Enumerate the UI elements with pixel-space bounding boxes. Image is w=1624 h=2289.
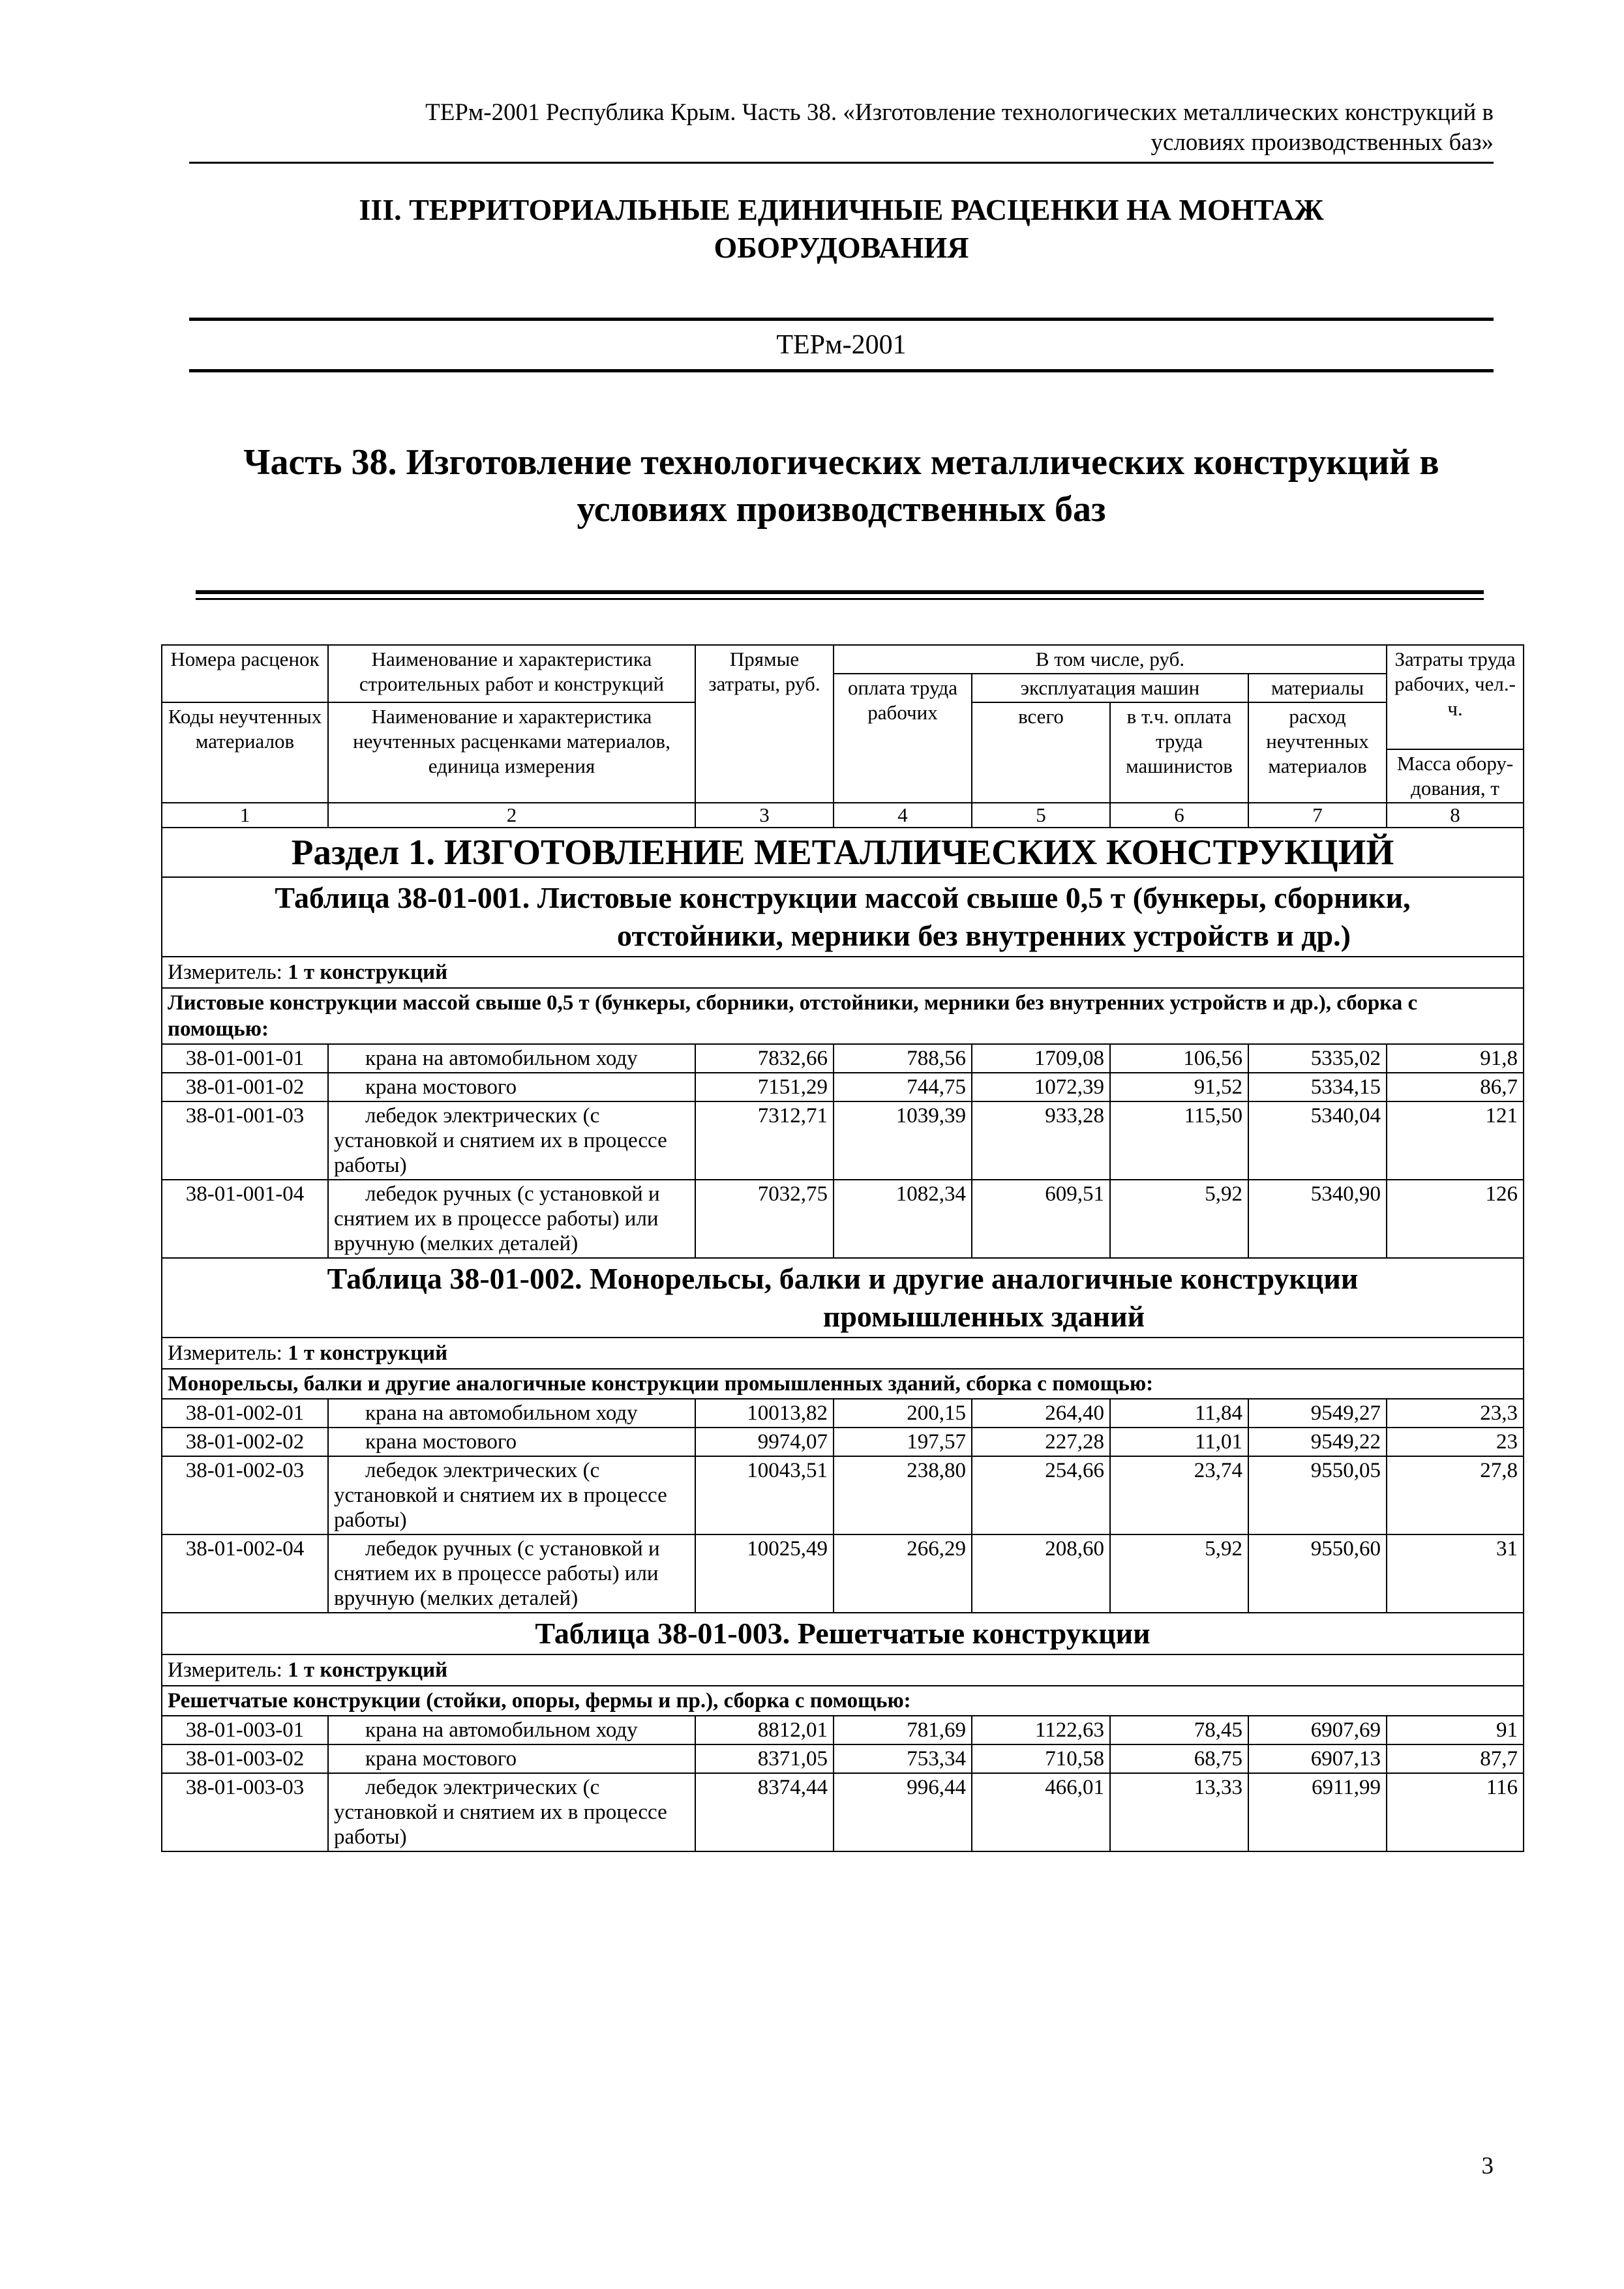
operator-pay: 5,92	[1110, 1534, 1248, 1613]
machines-total: 254,66	[972, 1456, 1110, 1534]
operator-pay: 78,45	[1110, 1716, 1248, 1744]
worker-pay: 1039,39	[834, 1101, 972, 1180]
section-title-line1: III. ТЕРРИТОРИАЛЬНЫЕ ЕДИНИЧНЫЕ РАСЦЕНКИ НА МОНТАЖ	[359, 193, 1324, 226]
measure-prefix: Измеритель:	[168, 1341, 288, 1365]
col-number: 1	[162, 803, 328, 828]
measure-unit	[162, 1654, 1524, 1686]
rate-code: 38-01-002-03	[162, 1456, 328, 1534]
work-name	[328, 1428, 695, 1456]
materials-cost: 9549,27	[1248, 1399, 1387, 1428]
rate-code: 38-01-001-01	[162, 1044, 328, 1073]
materials-cost: 5334,15	[1248, 1073, 1387, 1101]
col-number: 6	[1110, 803, 1248, 828]
rate-code: 38-01-003-03	[162, 1773, 328, 1851]
measure-unit	[162, 957, 1524, 988]
col-number: 3	[695, 803, 834, 828]
razdel-row	[162, 828, 1524, 877]
worker-pay: 996,44	[834, 1773, 972, 1851]
worker-pay: 238,80	[834, 1456, 972, 1534]
term-rule-bottom	[189, 369, 1494, 372]
worker-pay: 753,34	[834, 1744, 972, 1773]
header-mass: Масса обору-дования, т	[1387, 749, 1524, 803]
part-title-line2: условиях производственных баз	[577, 489, 1106, 530]
labor-cost: 86,7	[1387, 1073, 1524, 1101]
machines-total: 609,51	[972, 1180, 1110, 1258]
table-title-row	[162, 877, 1524, 957]
work-name	[328, 1180, 695, 1258]
running-header-line1: ТЕРм-2001 Республика Крым. Часть 38. «Изготовление технологических металлических конструкций в	[425, 99, 1494, 126]
col-number: 5	[972, 803, 1110, 828]
header-including: В том числе, руб.	[834, 645, 1387, 674]
worker-pay: 744,75	[834, 1073, 972, 1101]
section-title	[189, 191, 1494, 267]
direct-costs: 10025,49	[695, 1534, 834, 1613]
table-title-line1: Таблица 38-01-001. Листовые конструкции массой свыше 0,5 т (бункеры, сборники,	[275, 881, 1411, 914]
materials-cost: 9549,22	[1248, 1428, 1387, 1456]
worker-pay: 266,29	[834, 1534, 972, 1613]
header-worker-pay: оплата труда рабочих	[834, 674, 972, 803]
operator-pay: 13,33	[1110, 1773, 1248, 1851]
worker-pay: 788,56	[834, 1044, 972, 1073]
col-number: 4	[834, 803, 972, 828]
header-row-1	[162, 645, 1524, 674]
operator-pay: 11,84	[1110, 1399, 1248, 1428]
materials-cost: 6907,69	[1248, 1716, 1387, 1744]
labor-cost: 31	[1387, 1534, 1524, 1613]
rate-code: 38-01-002-02	[162, 1428, 328, 1456]
table-row	[162, 1399, 1524, 1428]
table-row	[162, 1044, 1524, 1073]
term-label: ТЕРм-2001	[776, 330, 907, 360]
worker-pay: 781,69	[834, 1716, 972, 1744]
part-title	[189, 439, 1494, 533]
table-title	[162, 1258, 1524, 1338]
table-title-line2: промышленных зданий	[822, 1300, 1145, 1333]
work-name	[328, 1399, 695, 1428]
work-name	[328, 1534, 695, 1613]
work-name	[328, 1716, 695, 1744]
header-col2-top: Наименование и характеристика строительных работ и конструкций	[328, 645, 695, 702]
direct-costs: 7832,66	[695, 1044, 834, 1073]
section-title-line2: ОБОРУДОВАНИЯ	[714, 231, 969, 264]
direct-costs: 9974,07	[695, 1428, 834, 1456]
direct-costs: 7151,29	[695, 1073, 834, 1101]
machines-total: 1122,63	[972, 1716, 1110, 1744]
header-labor: Затраты труда рабочих, чел.-ч.	[1387, 645, 1524, 749]
machines-total: 710,58	[972, 1744, 1110, 1773]
measure-prefix: Измеритель:	[168, 961, 288, 984]
machines-total: 227,28	[972, 1428, 1110, 1456]
materials-cost: 6907,13	[1248, 1744, 1387, 1773]
work-name-text: крана на автомобильном ходу	[365, 1401, 638, 1425]
table-row	[162, 1534, 1524, 1613]
materials-cost: 6911,99	[1248, 1773, 1387, 1851]
header-operator-pay: в т.ч. оплата труда машинистов	[1110, 702, 1248, 803]
table-title	[162, 877, 1524, 957]
work-name-text: лебедок электрических (с установкой и снятием их в процессе работы)	[334, 1776, 667, 1849]
work-name	[328, 1044, 695, 1073]
table-title-line1: Таблица 38-01-002. Монорельсы, балки и другие аналогичные конструкции	[327, 1262, 1359, 1295]
rate-code: 38-01-003-01	[162, 1716, 328, 1744]
labor-cost: 23,3	[1387, 1399, 1524, 1428]
operator-pay: 91,52	[1110, 1073, 1248, 1101]
labor-cost: 23	[1387, 1428, 1524, 1456]
header-machines-total: всего	[972, 702, 1110, 803]
table-row	[162, 1073, 1524, 1101]
group-description: Решетчатые конструкции (стойки, опоры, фермы и пр.), сборка с помощью:	[162, 1686, 1524, 1716]
group-description: Листовые конструкции массой свыше 0,5 т (бункеры, сборники, отстойники, мерники без внутренних устройств и др.), сборка с помощью:	[162, 988, 1524, 1044]
labor-cost: 87,7	[1387, 1744, 1524, 1773]
table-title-row	[162, 1258, 1524, 1338]
machines-total: 1072,39	[972, 1073, 1110, 1101]
term-rule-top	[189, 318, 1494, 321]
direct-costs: 8374,44	[695, 1773, 834, 1851]
rate-code: 38-01-002-04	[162, 1534, 328, 1613]
worker-pay: 197,57	[834, 1428, 972, 1456]
work-name-text: крана мостового	[365, 1075, 517, 1099]
work-name-text: крана мостового	[365, 1747, 517, 1771]
operator-pay: 5,92	[1110, 1180, 1248, 1258]
col-number: 2	[328, 803, 695, 828]
worker-pay: 200,15	[834, 1399, 972, 1428]
page-number: 3	[1481, 2153, 1494, 2179]
labor-cost: 121	[1387, 1101, 1524, 1180]
machines-total: 208,60	[972, 1534, 1110, 1613]
running-header	[189, 98, 1494, 158]
operator-pay: 23,74	[1110, 1456, 1248, 1534]
work-name	[328, 1101, 695, 1180]
table-row	[162, 1744, 1524, 1773]
direct-costs: 8371,05	[695, 1744, 834, 1773]
work-name-text: крана на автомобильном ходу	[365, 1047, 638, 1070]
direct-costs: 10013,82	[695, 1399, 834, 1428]
measure-value: 1 т конструкций	[288, 1658, 448, 1682]
group-row	[162, 988, 1524, 1044]
measure-value: 1 т конструкций	[288, 1341, 448, 1365]
operator-pay: 11,01	[1110, 1428, 1248, 1456]
table-title	[162, 1613, 1524, 1654]
table-row	[162, 1180, 1524, 1258]
double-rule	[196, 590, 1484, 600]
razdel-title: Раздел 1. ИЗГОТОВЛЕНИЕ МЕТАЛЛИЧЕСКИХ КОНСТРУКЦИЙ	[162, 828, 1524, 877]
direct-costs: 10043,51	[695, 1456, 834, 1534]
measure-row	[162, 957, 1524, 988]
header-materials: материалы	[1248, 674, 1387, 702]
work-name-text: крана на автомобильном ходу	[365, 1718, 638, 1742]
table-row	[162, 1101, 1524, 1180]
measure-value: 1 т конструкций	[288, 961, 448, 984]
worker-pay: 1082,34	[834, 1180, 972, 1258]
machines-total: 1709,08	[972, 1044, 1110, 1073]
measure-row	[162, 1654, 1524, 1686]
header-machines: эксплуатация машин	[972, 674, 1248, 702]
measure-row	[162, 1338, 1524, 1369]
labor-cost: 27,8	[1387, 1456, 1524, 1534]
table-row	[162, 1773, 1524, 1851]
col-number: 7	[1248, 803, 1387, 828]
operator-pay: 68,75	[1110, 1744, 1248, 1773]
header-direct-costs: Прямые затраты, руб.	[695, 645, 834, 803]
work-name-text: лебедок электрических (с установкой и снятием их в процессе работы)	[334, 1459, 667, 1532]
labor-cost: 91	[1387, 1716, 1524, 1744]
rate-code: 38-01-001-04	[162, 1180, 328, 1258]
materials-cost: 9550,60	[1248, 1534, 1387, 1613]
table-title-row	[162, 1613, 1524, 1654]
rate-code: 38-01-001-03	[162, 1101, 328, 1180]
materials-cost: 9550,05	[1248, 1456, 1387, 1534]
machines-total: 466,01	[972, 1773, 1110, 1851]
table-row	[162, 1716, 1524, 1744]
measure-unit	[162, 1338, 1524, 1369]
work-name	[328, 1773, 695, 1851]
part-title-line1: Часть 38. Изготовление технологических металлических конструкций в	[243, 442, 1439, 483]
table-title-line1: Таблица 38-01-003. Решетчатые конструкции	[535, 1617, 1150, 1650]
materials-cost: 5340,04	[1248, 1101, 1387, 1180]
direct-costs: 7312,71	[695, 1101, 834, 1180]
direct-costs: 8812,01	[695, 1716, 834, 1744]
rate-code: 38-01-001-02	[162, 1073, 328, 1101]
header-col2-bottom: Наименование и характеристика неучтенных расценками материалов, единица измерения	[328, 702, 695, 803]
labor-cost: 126	[1387, 1180, 1524, 1258]
table-row	[162, 1428, 1524, 1456]
labor-cost: 91,8	[1387, 1044, 1524, 1073]
materials-cost: 5340,90	[1248, 1180, 1387, 1258]
work-name	[328, 1744, 695, 1773]
col-number: 8	[1387, 803, 1524, 828]
work-name-text: лебедок ручных (с установкой и снятием их в процессе работы) или вручную (мелких деталей)	[334, 1182, 660, 1255]
rate-code: 38-01-003-02	[162, 1744, 328, 1773]
machines-total: 264,40	[972, 1399, 1110, 1428]
group-row	[162, 1686, 1524, 1716]
header-unaccounted-materials: расход неучтенных материалов	[1248, 702, 1387, 803]
group-row	[162, 1369, 1524, 1399]
operator-pay: 115,50	[1110, 1101, 1248, 1180]
machines-total: 933,28	[972, 1101, 1110, 1180]
measure-prefix: Измеритель:	[168, 1658, 288, 1682]
rate-code: 38-01-002-01	[162, 1399, 328, 1428]
header-rule	[189, 162, 1494, 164]
group-description: Монорельсы, балки и другие аналогичные конструкции промышленных зданий, сборка с помощью:	[162, 1369, 1524, 1399]
table-row	[162, 1456, 1524, 1534]
work-name-text: крана мостового	[365, 1430, 517, 1454]
running-header-line2: условиях производственных баз»	[1150, 129, 1494, 156]
table-title-line2: отстойники, мерники без внутренних устройств и др.)	[617, 919, 1351, 952]
header-col1-top: Номера расценок	[162, 645, 328, 702]
header-col1-bottom: Коды неучтенных материалов	[162, 702, 328, 803]
work-name	[328, 1456, 695, 1534]
work-name	[328, 1073, 695, 1101]
materials-cost: 5335,02	[1248, 1044, 1387, 1073]
direct-costs: 7032,75	[695, 1180, 834, 1258]
rates-table	[161, 644, 1524, 1852]
work-name-text: лебедок ручных (с установкой и снятием их в процессе работы) или вручную (мелких деталей)	[334, 1537, 660, 1610]
work-name-text: лебедок электрических (с установкой и снятием их в процессе работы)	[334, 1104, 667, 1177]
labor-cost: 116	[1387, 1773, 1524, 1851]
header-numbers-row	[162, 803, 1524, 828]
operator-pay: 106,56	[1110, 1044, 1248, 1073]
